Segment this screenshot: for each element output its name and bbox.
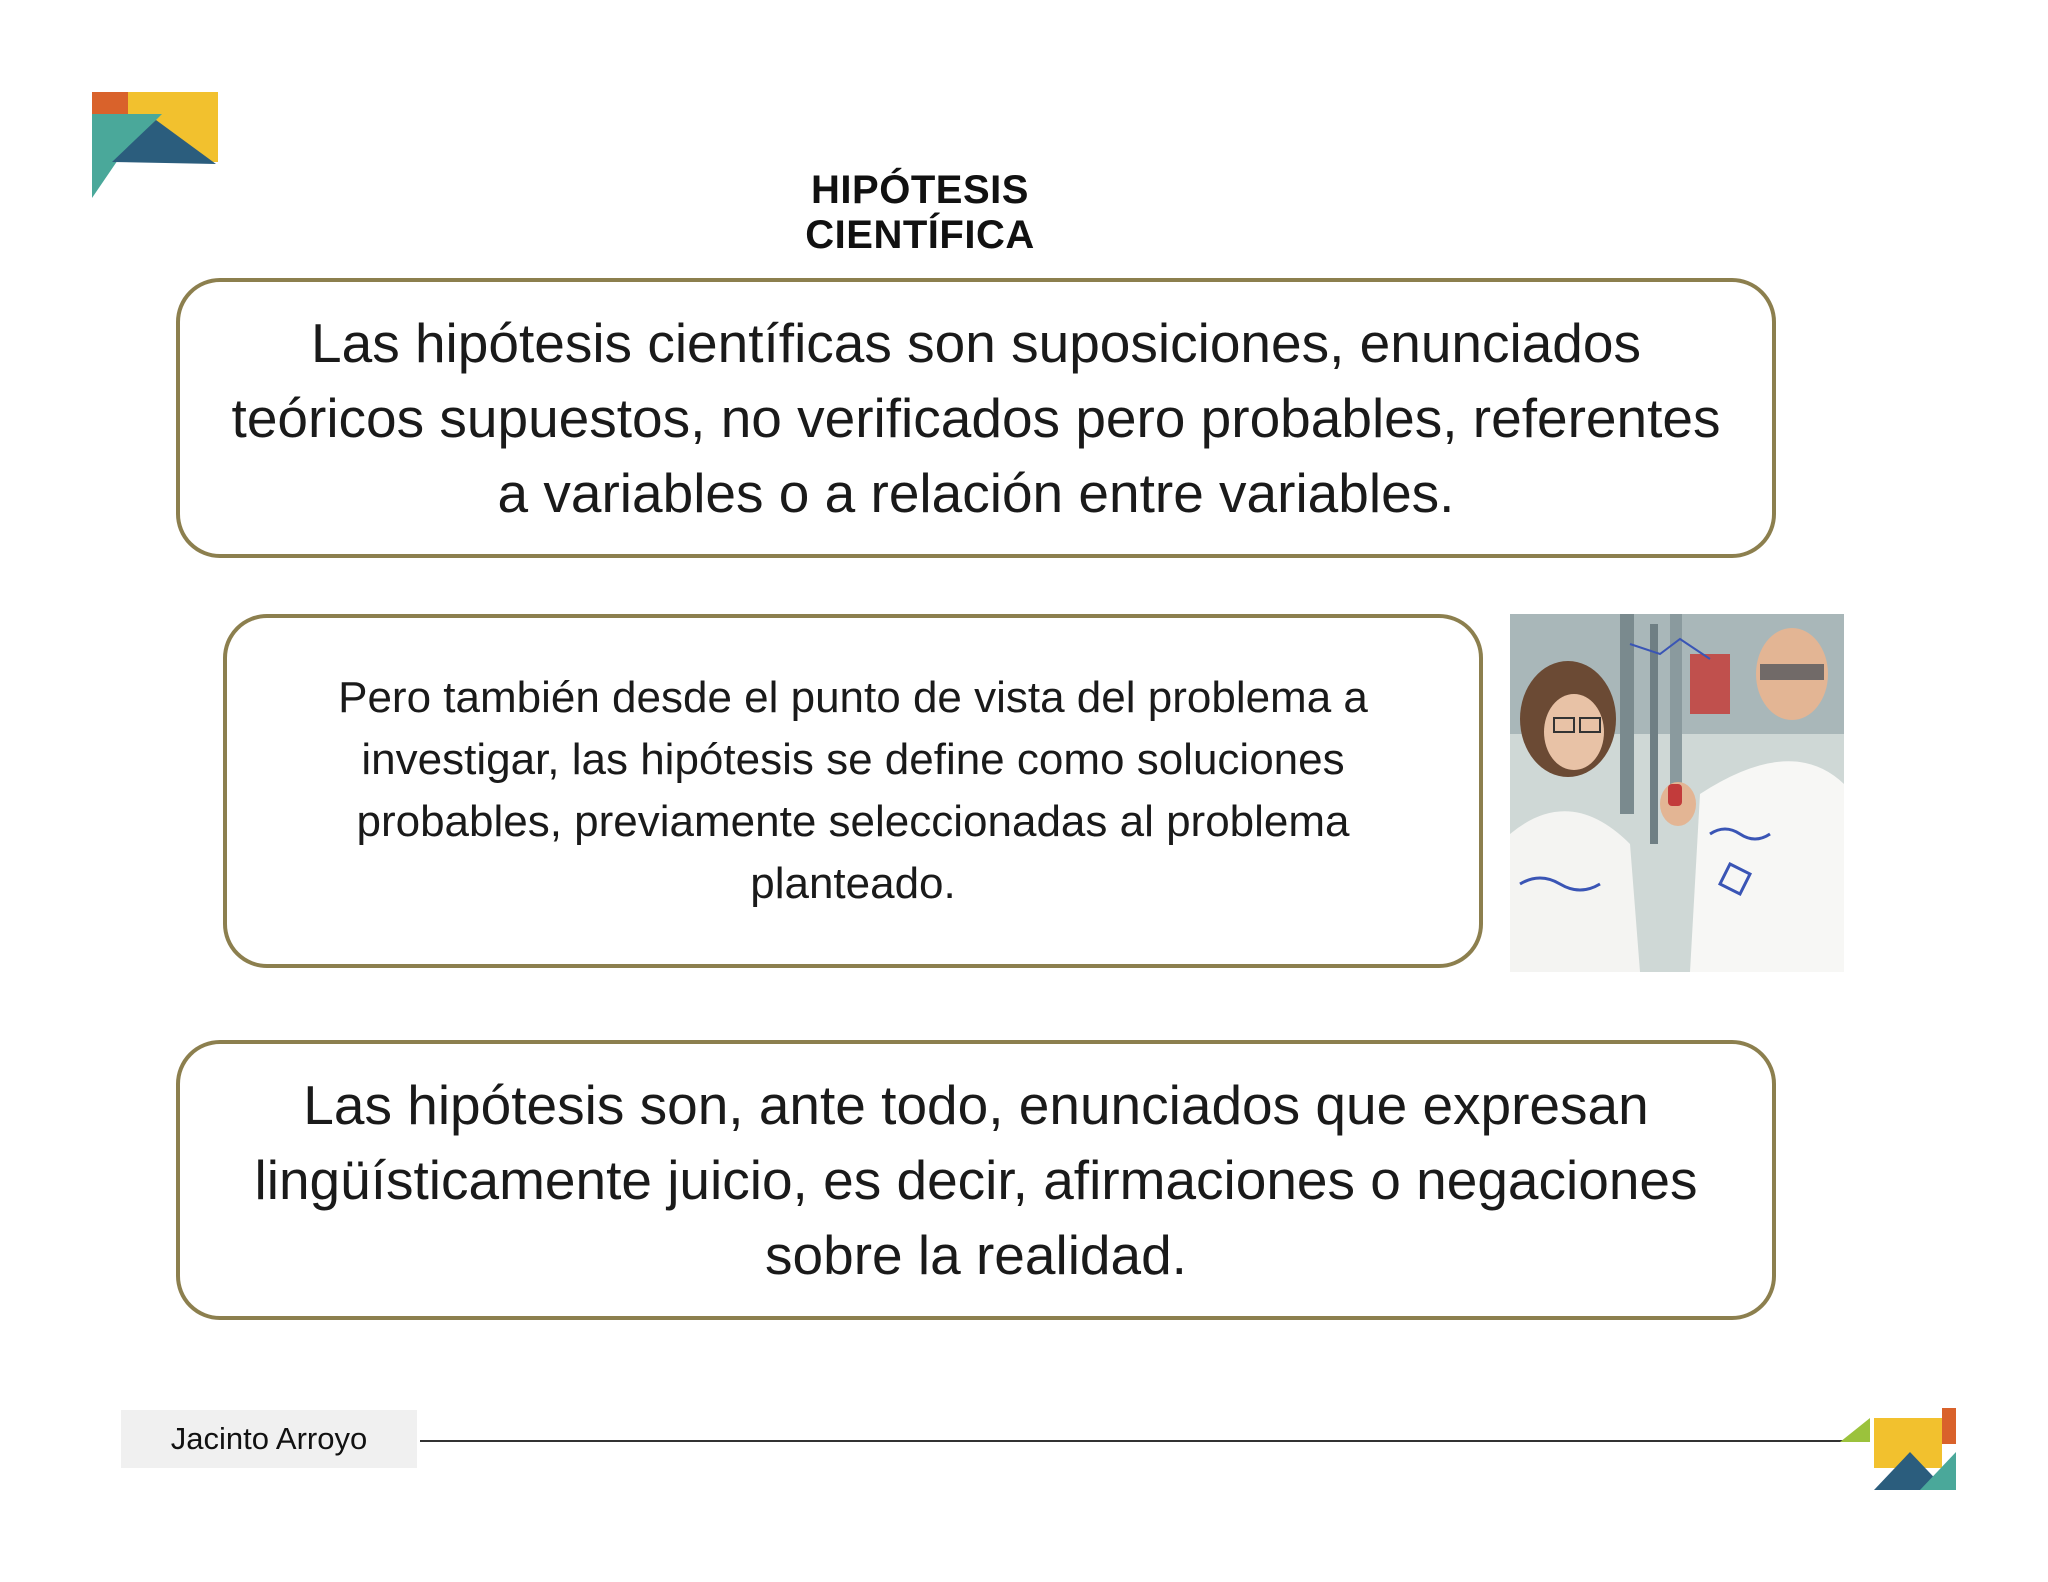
definition-box-2 <box>223 614 1483 968</box>
brand-logo-icon <box>1840 1408 1958 1490</box>
author-label: Jacinto Arroyo <box>121 1410 417 1468</box>
definition-text-2: Pero también desde el punto de vista del problema a investigar, las hipótesis se define como soluciones probables, previamente seleccionadas al problema planteado. <box>338 673 1368 908</box>
definition-box-3 <box>176 1040 1776 1320</box>
definition-text-1: Las hipótesis científicas son suposiciones, enunciados teóricos supuestos, no verificados pero probables, referentes a variables o a relación entre variables. <box>231 311 1721 524</box>
definition-box-1 <box>176 278 1776 558</box>
footer-divider <box>420 1440 1860 1442</box>
definition-text-3: Las hipótesis son, ante todo, enunciados que expresan lingüísticamente juicio, es decir, afirmaciones o negaciones sobre la realidad. <box>254 1073 1698 1286</box>
scientists-photo <box>1510 614 1844 972</box>
page-title: HIPÓTESIS CIENTÍFICA <box>805 168 1035 257</box>
brand-logo-icon <box>92 92 218 198</box>
